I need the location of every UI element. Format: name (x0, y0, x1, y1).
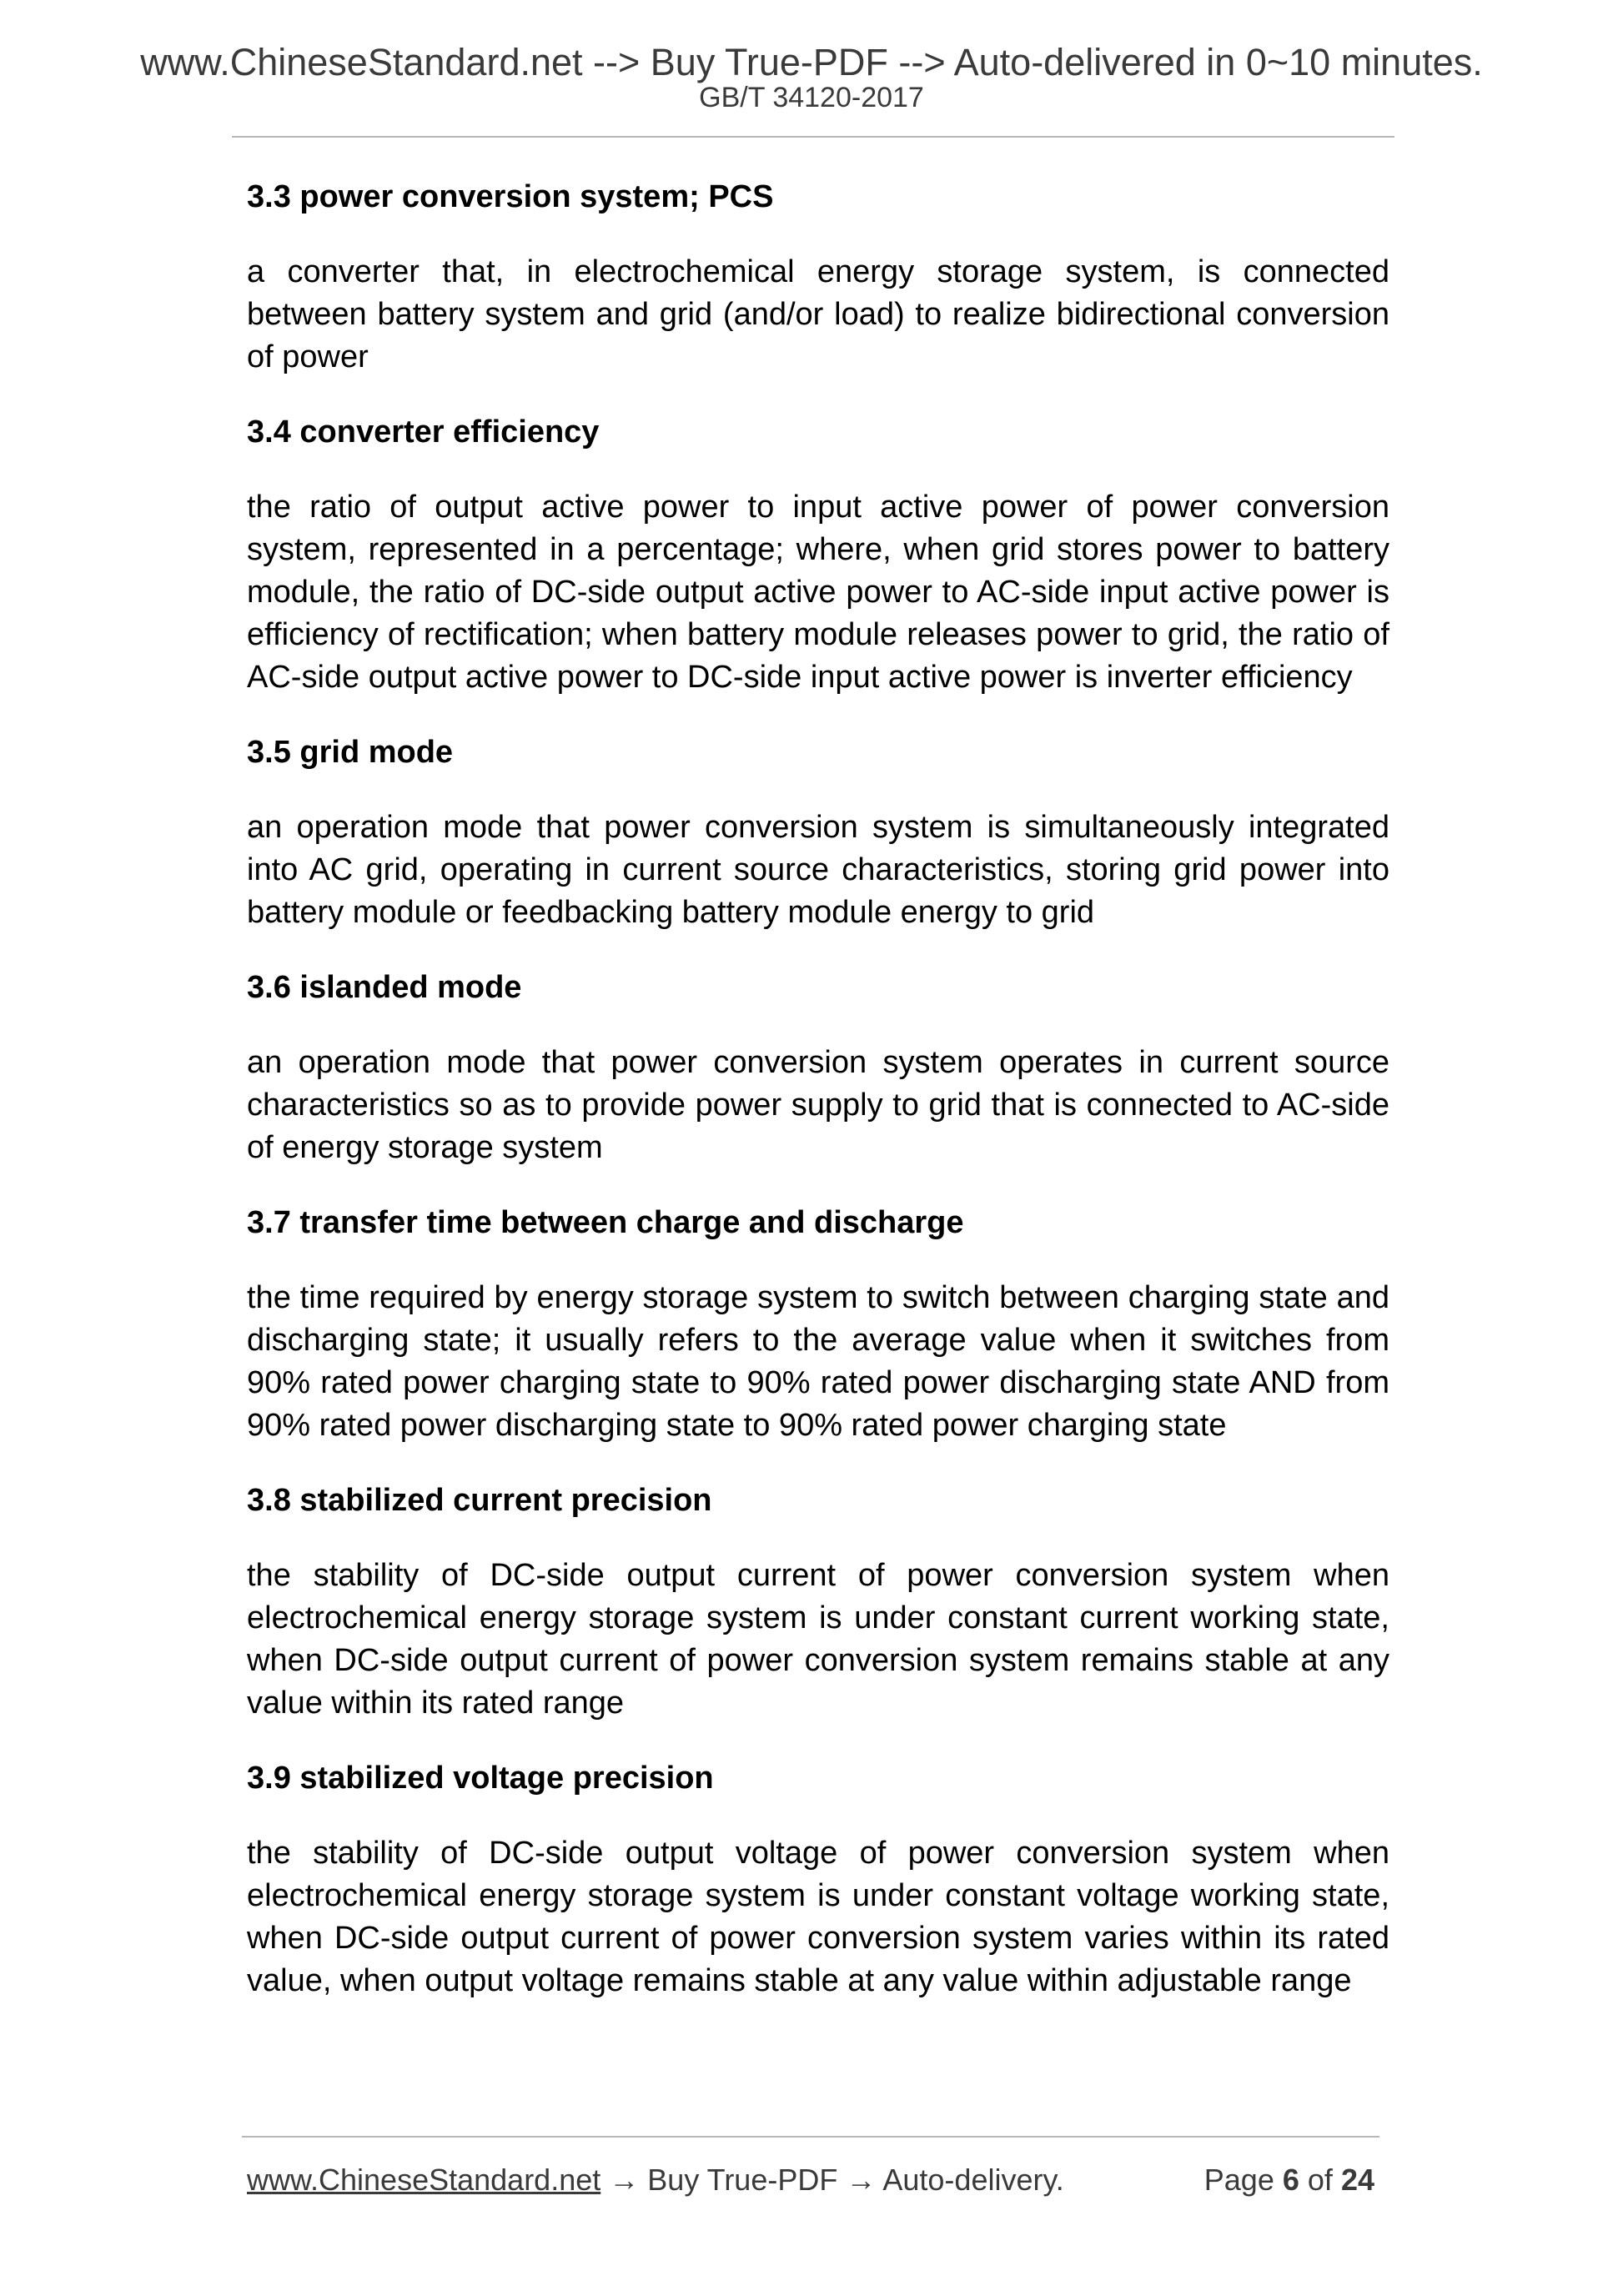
of-label: of (1307, 2163, 1333, 2197)
top-banner: www.ChineseStandard.net --> Buy True-PDF --> Auto-delivered in 0~10 minutes. (140, 41, 1483, 83)
term-3-6 (247, 967, 1389, 1169)
term-heading: 3.8 stabilized current precision (247, 1483, 712, 1518)
page-label: Page (1203, 2163, 1274, 2197)
term-definition: an operation mode that power conversion system operates in current source characteristics so as to provide power supply to grid that is connected to AC-side of energy storage system (247, 1045, 1389, 1165)
footer-links (247, 2159, 1064, 2201)
term-3-3 (247, 176, 1389, 379)
term-heading: 3.3 power conversion system; PCS (247, 179, 774, 214)
term-definition: a converter that, in electrochemical energy storage system, is connected between battery system and grid (and/or load) to realize bidirectional conversion of power (247, 254, 1389, 374)
term-heading: 3.5 grid mode (247, 735, 454, 770)
term-3-5 (247, 731, 1389, 934)
term-3-9 (247, 1757, 1389, 2002)
term-heading: 3.4 converter efficiency (247, 414, 600, 450)
term-3-7 (247, 1202, 1389, 1447)
term-definition: the ratio of output active power to input active power of power conversion system, represented in a percentage; where, when grid stores power to battery module, the ratio of DC-side output active power to AC-side input active power is efficiency of rectification; when battery module releases power to grid, the ratio of AC-side output active power to DC-side input active power is inverter efficiency (247, 490, 1389, 695)
page-number: 6 (1282, 2163, 1299, 2197)
term-definition: the stability of DC-side output current of power conversion system when electrochemical energy storage system is under constant current working state, when DC-side output current of power conversion system remains stable at any value within its rated range (247, 1558, 1389, 1721)
terms-content (247, 176, 1389, 2035)
standard-code: GB/T 34120-2017 (699, 82, 924, 113)
page-footer (247, 2159, 1374, 2201)
term-heading: 3.6 islanded mode (247, 970, 522, 1005)
term-heading: 3.7 transfer time between charge and discharge (247, 1205, 964, 1240)
header-divider (232, 136, 1394, 138)
page-indicator (1204, 2159, 1374, 2201)
term-heading: 3.9 stabilized voltage precision (247, 1761, 714, 1796)
term-3-4 (247, 411, 1389, 699)
term-definition: an operation mode that power conversion system is simultaneously integrated into AC grid, operating in current source characteristics, storing grid power into battery module or feedbacking battery module energy to grid (247, 810, 1389, 930)
footer-site-link[interactable]: www.ChineseStandard.net (247, 2163, 601, 2197)
total-pages: 24 (1340, 2163, 1374, 2197)
term-3-8 (247, 1480, 1389, 1725)
arrow-right-icon: → (846, 2163, 877, 2197)
term-definition: the stability of DC-side output voltage of power conversion system when electrochemical energy storage system is under constant voltage working state, when DC-side output current of power conversion system varies within its rated value, when output voltage remains stable at any value within adjustable range (247, 1836, 1389, 1998)
arrow-right-icon: → (609, 2163, 640, 2197)
footer-delivery-text: Auto-delivery. (882, 2163, 1064, 2197)
term-definition: the time required by energy storage system to switch between charging state and discharging state; it usually refers to the average value when it switches from 90% rated power charging state to 90% rated power discharging state AND from 90% rated power discharging state to 90% rated power charging state (247, 1280, 1389, 1443)
footer-divider (242, 2136, 1379, 2138)
footer-buy-text: Buy True-PDF (647, 2163, 838, 2197)
